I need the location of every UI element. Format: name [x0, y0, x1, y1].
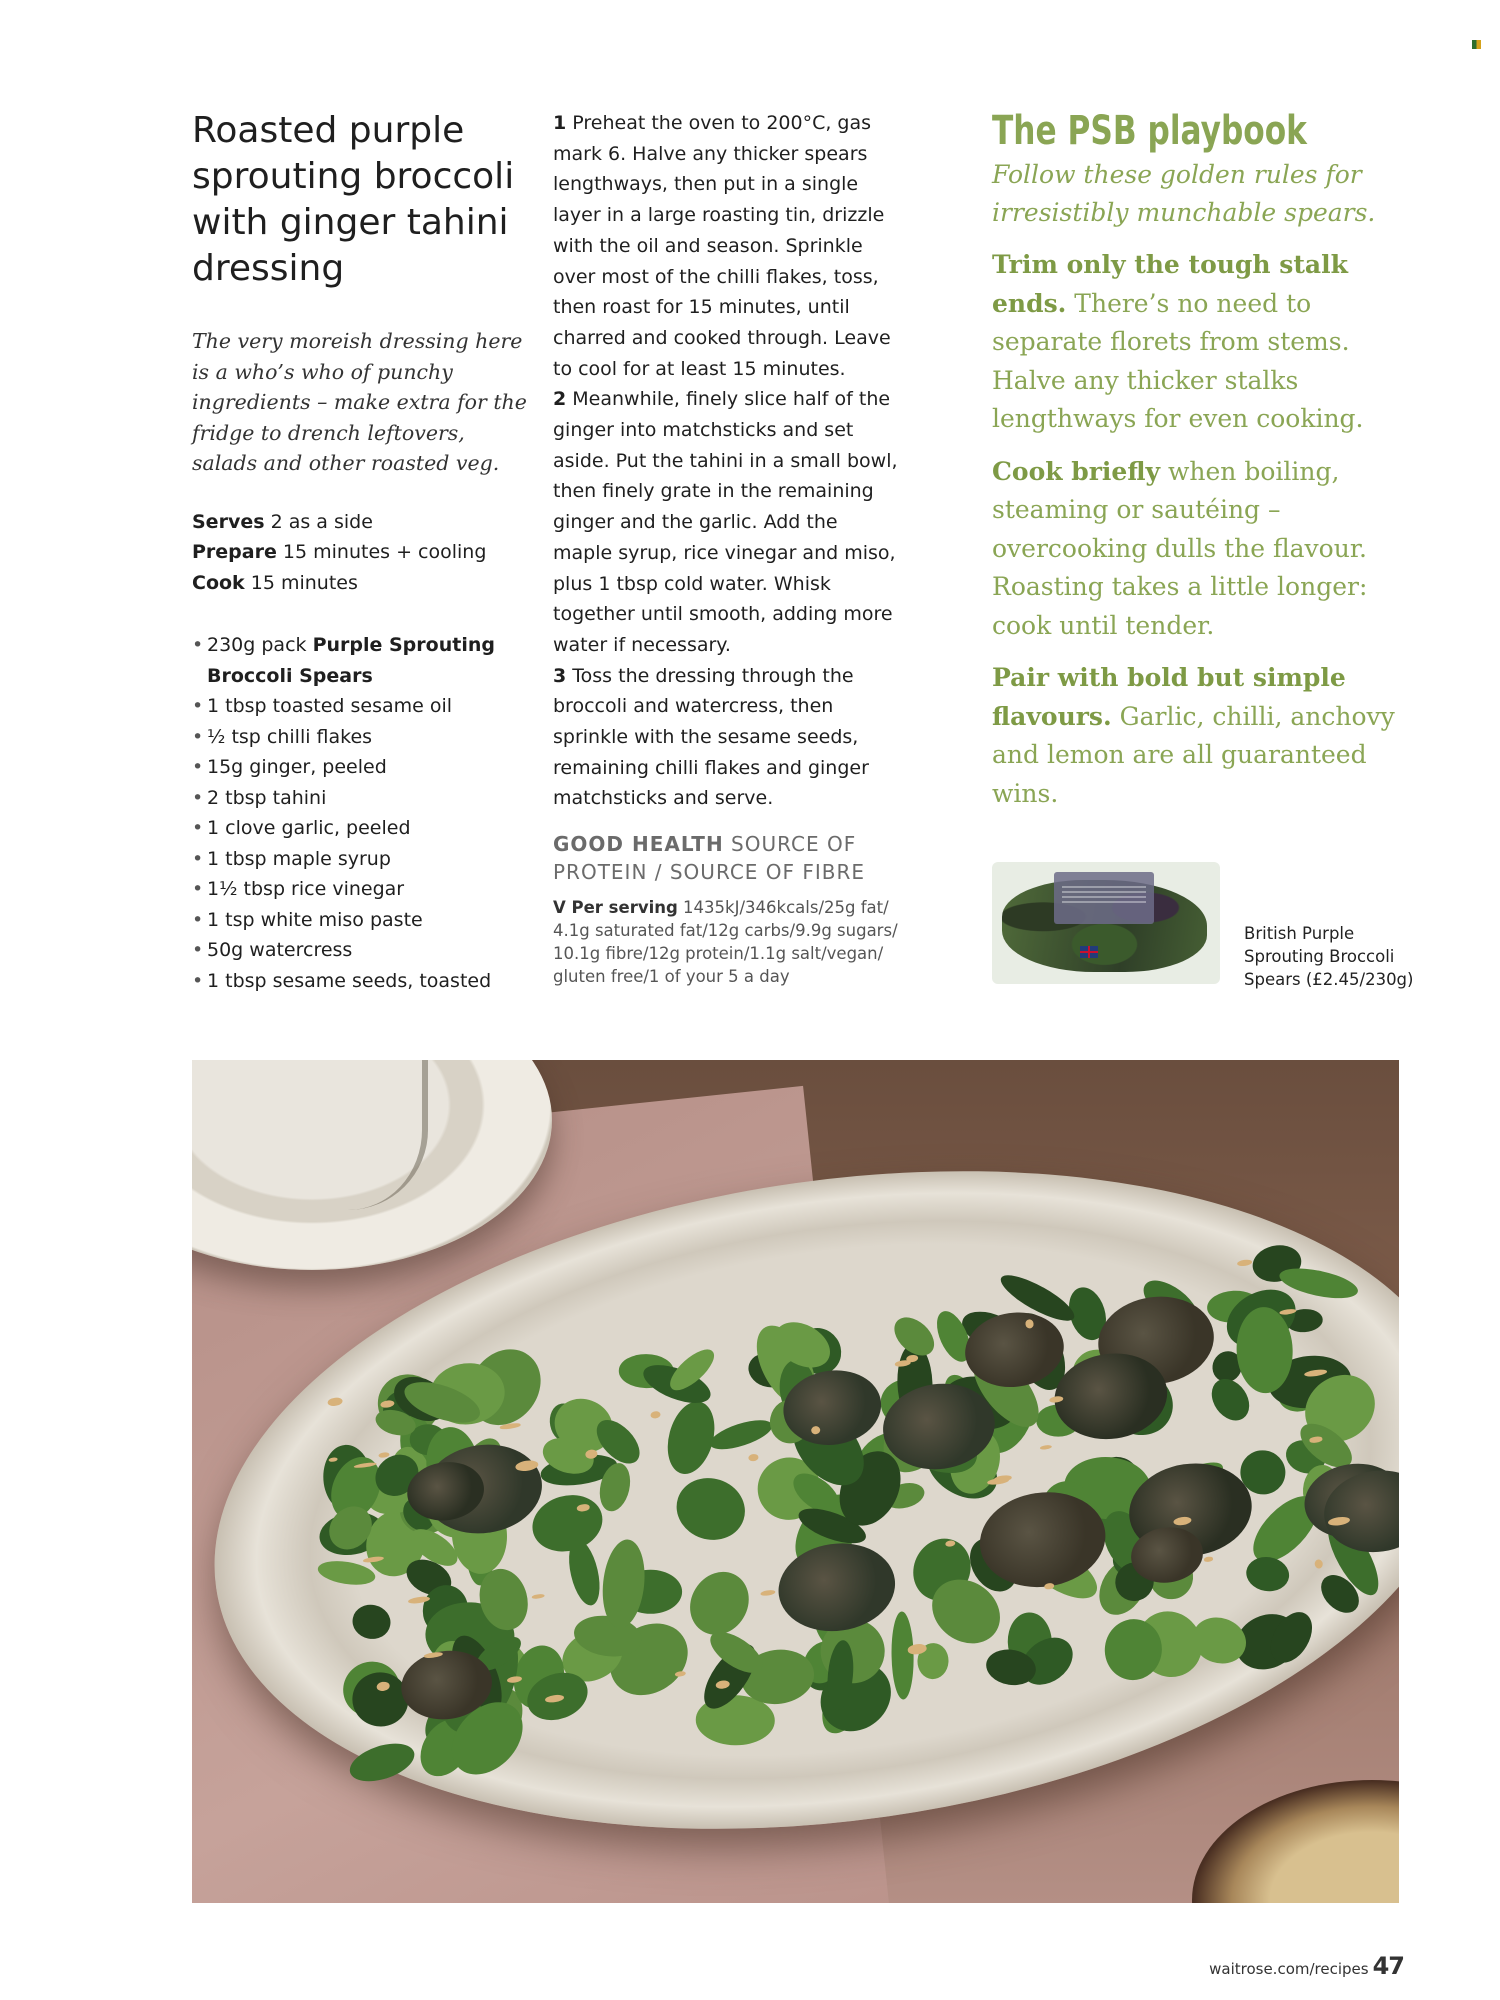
dressing-drizzle: [674, 1670, 686, 1677]
dressing-drizzle: [1040, 1445, 1053, 1451]
method-step: 1 Preheat the oven to 200°C, gas mark 6. Halve any thicker spears lengthways, then put in a single layer in a large roasting tin, drizzle with the oil and season. Sprinkle over most of the chilli flakes, toss, then roast for 15 minutes, until charred and cooked through. Leave to cool for at least 15 minutes.: [553, 112, 891, 380]
dressing-drizzle: [650, 1411, 661, 1419]
product-pack-image: [992, 862, 1220, 984]
product-feature: [992, 862, 1412, 994]
method-steps: [553, 108, 898, 814]
method-column: [553, 108, 898, 988]
salad-leaf: [599, 1538, 649, 1631]
dressing-drizzle: [748, 1454, 759, 1462]
recipe-intro: The very moreish dressing here is a who’s who of punchy ingredients – make extra for the fridge to drench leftovers, salads and other roasted veg.: [192, 329, 527, 475]
ingredient-item: • 50g watercress: [192, 935, 532, 966]
salad-leaf: [350, 1602, 394, 1643]
playbook-subtitle: Follow these golden rules for irresistibly munchable spears.: [992, 160, 1376, 227]
salad-leaf: [706, 1414, 775, 1455]
ingredient-item: • 1 tbsp sesame seeds, toasted: [192, 966, 532, 997]
footer-url: waitrose.com/recipes: [1209, 1960, 1369, 1978]
ingredient-item: • 1 clove garlic, peeled: [192, 813, 532, 844]
ingredient-item: • 2 tbsp tahini: [192, 783, 532, 814]
playbook-title: The PSB playbook: [992, 108, 1307, 154]
meta-serves: Serves 2 as a side: [192, 510, 373, 533]
meta-cook: Cook 15 minutes: [192, 571, 358, 594]
ingredient-item: • 1½ tbsp rice vinegar: [192, 874, 532, 905]
union-flag-icon: [1080, 946, 1098, 958]
recipe-title: Roasted purple sprouting broccoli with ginger tahini dressing: [192, 110, 515, 289]
corner-mark: [1472, 40, 1481, 49]
product-caption: British Purple Sprouting Broccoli Spears (£2.45/230g): [1244, 924, 1414, 989]
ingredient-item: • 1 tbsp toasted sesame oil: [192, 691, 532, 722]
recipe-meta: [192, 507, 532, 599]
dressing-drizzle: [1237, 1259, 1252, 1267]
salad-leaf: [890, 1611, 914, 1699]
playbook-column: [992, 108, 1412, 813]
page-footer: [1209, 1952, 1404, 1980]
salad-leaf: [668, 1470, 753, 1550]
playbook-rule: Cook briefly when boiling, steaming or sautéing – overcooking dulls the flavour. Roasting takes a little longer: cook until tender.: [992, 456, 1368, 640]
ingredient-list: [192, 630, 532, 996]
broccoli-floret: [773, 1536, 901, 1639]
recipe-column: [192, 108, 532, 996]
dressing-drizzle: [532, 1593, 545, 1599]
dressing-drizzle: [1204, 1557, 1214, 1562]
page-number: 47: [1372, 1952, 1404, 1980]
playbook-rule: Pair with bold but simple flavours. Garlic, chilli, anchovy and lemon are all guaranteed wins.: [992, 663, 1395, 808]
good-health-label: GOOD HEALTH SOURCE OF PROTEIN / SOURCE OF FIBRE: [553, 832, 866, 885]
ingredient-item: • 1 tbsp maple syrup: [192, 844, 532, 875]
pack-label: [1054, 872, 1154, 924]
ingredient-item: • ½ tsp chilli flakes: [192, 722, 532, 753]
dressing-drizzle: [327, 1397, 343, 1408]
dressing-drizzle: [760, 1589, 775, 1596]
dressing-drizzle: [1315, 1559, 1324, 1569]
salad-leaf: [563, 1537, 605, 1608]
sesame-bowl: [1192, 1780, 1399, 1903]
playbook-rule: Trim only the tough stalk ends. There’s no need to separate florets from stems. Halve any thicker stalks lengthways for even cooking.: [992, 250, 1364, 433]
ingredient-item: • 15g ginger, peeled: [192, 752, 532, 783]
method-step: 3 Toss the dressing through the broccoli and watercress, then sprinkle with the sesame seeds, remaining chilli flakes and ginger matchsticks and serve.: [553, 664, 869, 810]
salad-leaf: [345, 1736, 419, 1788]
meta-prepare: Prepare 15 minutes + cooling: [192, 541, 487, 563]
nutrition-info: V Per serving 1435kJ/346kcals/25g fat/ 4.1g saturated fat/12g carbs/9.9g sugars/ 10.1g fibre/12g protein/1.1g salt/vegan/ gluten free/1 of your 5 a day: [553, 898, 898, 987]
dish-photo: [192, 1060, 1399, 1903]
ingredient-item: • 1 tsp white miso paste: [192, 905, 532, 936]
method-step: 2 Meanwhile, finely slice half of the ginger into matchsticks and set aside. Put the tahini in a small bowl, then finely grate in the remaining ginger and the garlic. Add the maple syrup, rice vinegar and miso, plus 1 tbsp cold water. Whisk together until smooth, adding more water if necessary.: [553, 388, 898, 656]
ingredient-item: • 230g pack Purple Sprouting Broccoli Spears: [192, 630, 532, 691]
salad-leaf: [1244, 1554, 1292, 1594]
